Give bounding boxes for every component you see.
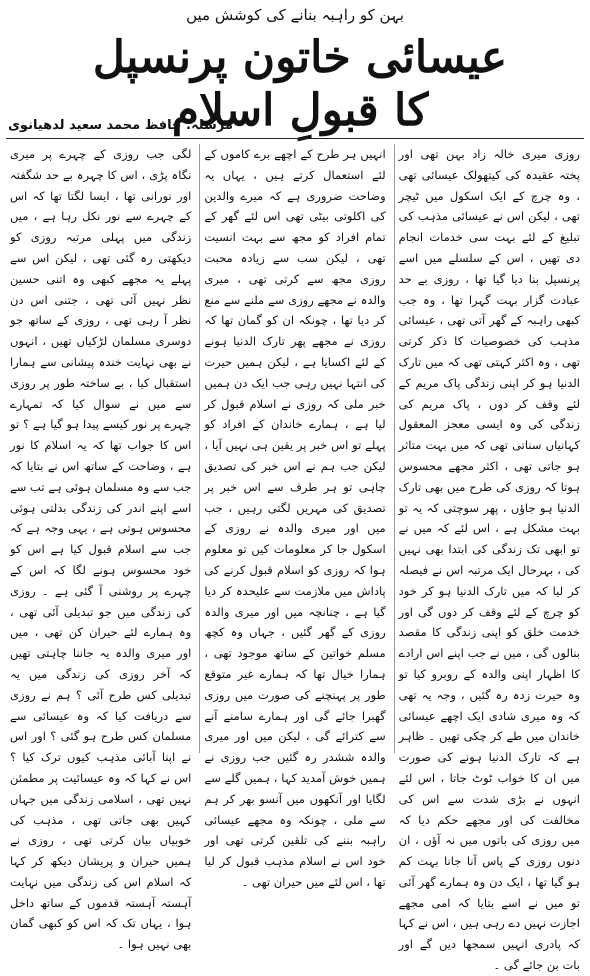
article-headline: عیسائی خاتون پرنسپل کا قبولِ اسلام: [92, 32, 508, 136]
column-1-text: روزی میری خالہ زاد بہن تھی اور پختہ عقیدہ کی کیتھولک عیسائی تھی ، وہ چرچ کے ایک اسکول میں ٹیچر تھی ، لیکن اس نے عیسائی مذہب کی تبلیغ کے لئے بہت سی خدمات انجام دی تھیں ، اس کے سلسلے میں اسے پرنسپل بنا دیا گیا تھا ، روزی بے حد عبادت گزار بہت گہرا تھا ، وہ جب کبھی راہبہ کے گھر آتی تھی ، عیسائی مذہب کی خصوصیات کا ذکر کرتی تھی ، وہ اکثر کہتی تھی کہ میں تارک الدنیا ہو کر اپنی زندگی پاک مریم کے لئے وقف کر دوں ، پاک مریم کی زندگی کی وہ ایسی معجز المعقول کہانیاں سناتی تھی کہ میں بہت متاثر ہو جاتی تھی ، اکثر مجھے محسوس ہوتا کہ روزی کی طرح میں بھی تارک الدنیا ہو جاؤں ، پھر سوچتی کہ یہ تو بہت مشکل ہے ، اس لئے کہ میں نے تو ابھی تک زندگی کی ابتدا بھی نہیں کی ، بہرحال ایک مرتبہ اس نے فیصلہ کر لیا کہ میں تارک الدنیا ہو کر خود کو چرچ کے لئے وقف کر دوں گی اور خدمت خلق کو اپنی زندگی کا مقصد بنالوں گی ، میں نے جب اپنے اس ارادے کا اظہار اپنی والدہ کے روبرو کیا تو وہ حیرت زدہ رہ گئیں ، وجہ یہ تھی کہ وہ میری شادی ایک اچھے عیسائی خاندان میں طے کر چکی تھیں ۔ ظاہر ہے کہ تارک الدنیا ہونے کی صورت میں ان کا خواب ٹوٹ جاتا ، اس لئے انہوں نے بڑی شدت سے اس کی مخالفت کی اور مجھے حکم دیا کہ میں روزی کی باتوں میں نہ آؤں ، ان دنوں روزی کے پاس آنا جانا بہت کم ہو گیا تھا ، ایک دن وہ ہمارے گھر آئی تو میں نے اسے بتایا کہ امی مجھے اجازت نہیں دے رہی ہیں ، اس نے کہا کہ پادری انہیں سمجھا دیں گے اور بات بن جائے گی ۔: [398, 147, 580, 973]
header-divider: [6, 138, 584, 139]
article-column-2: [199, 144, 389, 889]
column-3-text: لگی جب روزی کے چہرے پر میری نگاہ پڑی ، اس کا چہرہ بے حد شگفتہ اور نورانی تھا ، ایسا لگتا تھا کہ اس کے چہرے سے نور نکل رہا ہے ، میں زندگی میں پہلی مرتبہ روزی کو دیکھتی رہ گئی تھی ، لیکن اس سے پہلے یہ مجھے کبھی وہ اتنی حسین نظر نہیں آئی تھی ، جتنی اس دن نظر آ رہی تھی ، روزی کے ساتھ جو دوسری مسلمان لڑکیاں تھیں ، انہوں نے بھی نہایت خندہ پیشانی سے ہمارا استقبال کیا ، بے ساختہ طور پر روزی سے میں نے سوال کیا کہ تمہارے چہرے پر نور کیسے پیدا ہو گیا ہے ؟ تو اس کا جواب تھا کہ یہ اسلام کا نور ہے ، وضاحت کے ساتھ اس نے بتایا کہ جب سے وہ مسلمان ہوئی ہے تب سے اسے اپنے اندر کی زندگی بدلتی ہوئی محسوس ہوتی ہے ، یہی وجہ ہے کہ جب سے اسلام قبول کیا ہے اس کو خود محسوس ہونے لگا کہ اس کے چہرے پر روشنی آ گئی ہے ۔ روزی کی زندگی میں جو تبدیلی آئی تھی ، وہ ہمارے لئے حیران کن تھی ، میں اور میری والدہ یہ جاننا چاہتی تھیں کہ آخر روزی کی زندگی میں یہ تبدیلی کس طرح آئی ؟ ہم نے روزی سے دریافت کیا کہ وہ عیسائی سے مسلمان کس طرح ہو گئی ؟ اور اس نے اپنا آبائی مذہب کیوں ترک کیا ؟ اس نے کہا کہ وہ عیسائیت پر مطمئن نہیں تھی ، اسلامی زندگی میں جہاں کہیں بھی جاتی تھی ، مذہب کی خوبیاں بیان کرتی تھی ، روزی نے ہمیں حیران و پریشان دیکھ کر کہا کہ اسلام اس کی زندگی میں نہایت آہستہ آہستہ قدموں کے ساتھ داخل ہوا ، یہاں تک کہ اس کو کبھی گمان بھی نہیں ہوا ۔: [10, 147, 192, 952]
article-column-1: [394, 144, 584, 973]
article-byline: مرسلہ: حافظ محمد سعید لدھیانوی: [8, 118, 233, 133]
article-column-3: [6, 144, 195, 952]
column-2-text: انہیں ہر طرح کے اچھے برے کاموں کے لئے استعمال کرتے ہیں ، یہاں یہ وضاحت ضروری ہے کہ میرے والدین کی اکلوتی بیٹی تھی اس لئے گھر کے تمام افراد کو مجھ سے بہت انسیت تھی ، لیکن سب سے زیادہ محبت روزی مجھ سے کرتی تھی ، میری والدہ نے مجھے روزی سے ملنے سے منع کر دیا تھا ، چونکہ ان کو گمان تھا کہ روزی نے مجھے پھر تارک الدنیا ہونے کے لئے اکسایا ہے ، لیکن ہمیں حیرت کی انتہا نہیں رہی جب ایک دن ہمیں خبر ملی کہ روزی نے اسلام قبول کر لیا ہے ، ہمارے خاندان کے افراد کو پہلے تو اس خبر پر یقین ہی نہیں آیا ، لیکن جب ہم نے اس خبر کی تصدیق چاہی تو ہر طرف سے اس خبر پر تصدیق کی مہریں لگتی رہیں ، جب میں اور میری والدہ نے روزی کے اسکول جا کر معلومات کیں تو معلوم ہوا کہ روزی کو اسلام قبول کرنے کی پاداش میں ملازمت سے علیحدہ کر دیا گیا ہے ، چنانچہ میں اور میری والدہ روزی کے گھر گئیں ، جہاں وہ کچھ مسلم خواتین کے ساتھ موجود تھی ، ہمارا خیال تھا کہ ہمارے غیر متوقع طور پر پہنچنے کی صورت میں روزی گھبرا جائے گی اور ہمارے سامنے آنے سے کترائے گی ، لیکن میں اور میری والدہ ششدر رہ گئیں جب روزی نے ہمیں خوش آمدید کہا ، ہمیں گلے سے لگایا اور آنکھوں میں آنسو بھر کر ہم سے ملی ، چونکہ وہ مجھے عیسائی راہبہ بننے کی تلقین کرتی تھی اور خود اس نے اسلام مذہب قبول کر لیا تھا ، اس لئے میں حیران تھی ۔: [204, 147, 386, 889]
article-kicker: بہن کو راہبہ بنانے کی کوشش میں: [186, 6, 404, 24]
article-columns: [6, 144, 584, 973]
